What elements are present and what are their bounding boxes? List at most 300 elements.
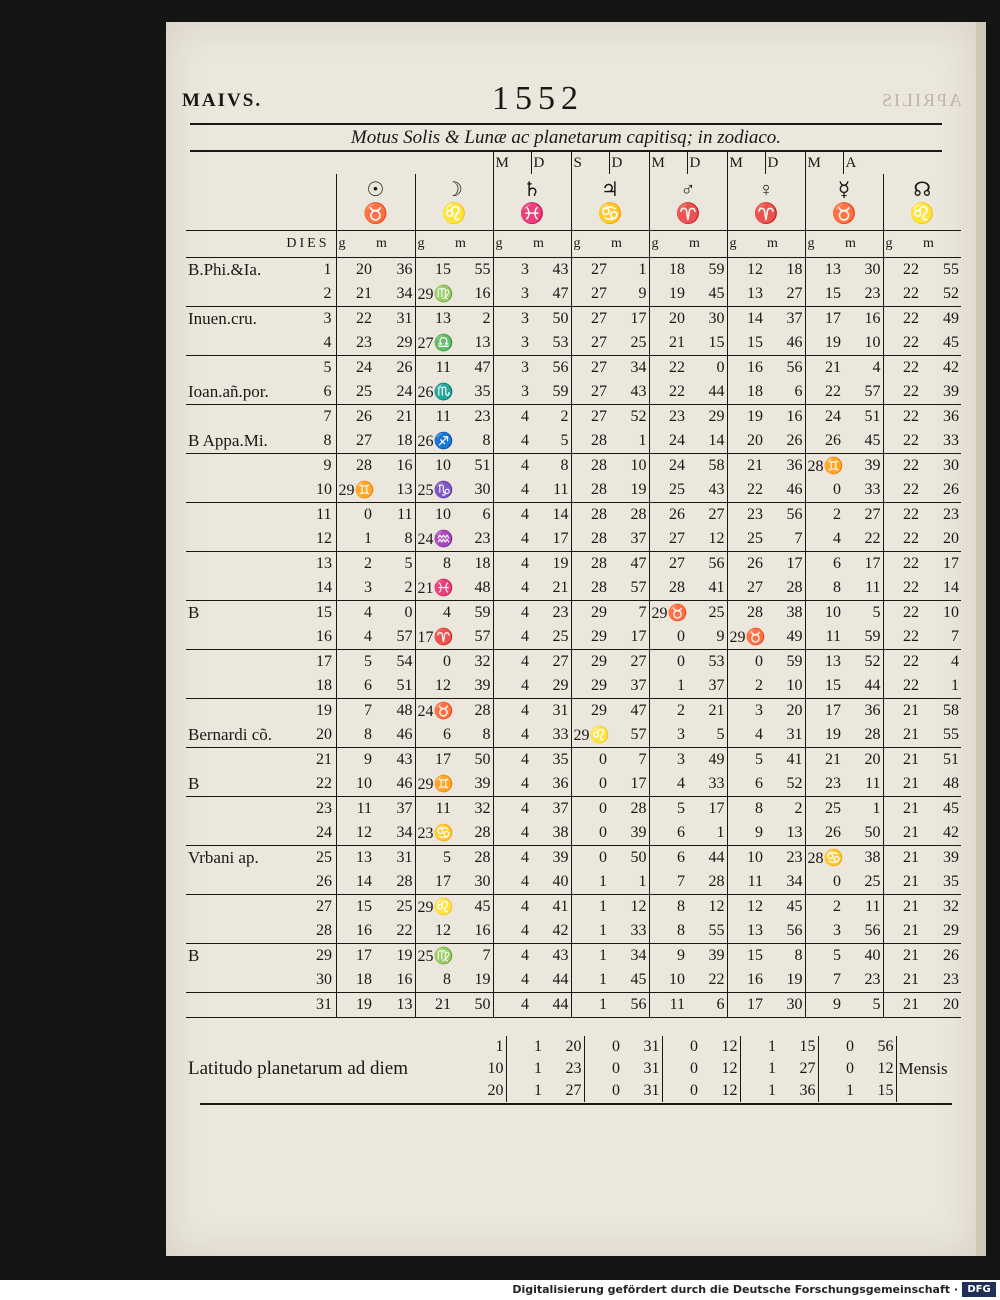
table-row xyxy=(186,993,961,1018)
feast-name xyxy=(186,968,314,993)
degree-value: 29♊ xyxy=(415,772,453,797)
minute-value: 44 xyxy=(843,674,883,699)
minute-value: 23 xyxy=(921,968,961,993)
minute-value: 44 xyxy=(531,993,571,1018)
minute-value: 58 xyxy=(708,457,725,474)
minute-value: 25 xyxy=(708,604,725,621)
motion-letter: D xyxy=(687,152,727,174)
degree-value: 21 xyxy=(883,797,921,822)
minute-value: 33 xyxy=(609,919,649,944)
minute-value: 48 xyxy=(921,772,961,797)
degree-value: 22 xyxy=(883,478,921,503)
minute-value: 1 xyxy=(638,261,647,278)
minute-value: 41 xyxy=(786,751,803,768)
degree-value: 28 xyxy=(571,527,609,552)
table-row xyxy=(186,258,961,283)
minute-value: 13 xyxy=(374,993,415,1018)
degree-value: 1 xyxy=(571,870,609,895)
minute-value: 21 xyxy=(396,408,413,425)
minute-value: 56 xyxy=(609,993,649,1018)
degree-value: 29♌ xyxy=(571,723,609,748)
minute-value: 11 xyxy=(531,478,571,503)
degree-value: 16 xyxy=(727,356,765,381)
day-number: 2 xyxy=(314,282,336,307)
degree-value: 3 xyxy=(493,356,531,381)
page-edge xyxy=(976,22,986,1256)
degree-value: 8 xyxy=(415,552,453,577)
degree-value: 12 xyxy=(415,919,453,944)
minute-value: 51 xyxy=(864,408,881,425)
degree-value: 17 xyxy=(336,944,374,969)
minute-value: 25 xyxy=(396,898,413,915)
minute-value: 28 xyxy=(630,506,647,523)
feast-name: B.Phi.&Ia. xyxy=(188,260,262,279)
degree-value: 27 xyxy=(571,356,609,381)
degree-value: 28 xyxy=(727,601,765,626)
degree-value: 25♑ xyxy=(415,478,453,503)
degree-value: 22 xyxy=(649,356,687,381)
minute-value: 17 xyxy=(708,800,725,817)
year-heading: 1552 xyxy=(492,80,584,117)
minute-value: 2 xyxy=(374,576,415,601)
degree-value: 8 xyxy=(415,968,453,993)
latitude-value: 12 xyxy=(721,1082,738,1099)
minute-value: 17 xyxy=(943,555,959,572)
degree-value: 21 xyxy=(883,919,921,944)
minute-value: 25 xyxy=(609,331,649,356)
degree-value: 14 xyxy=(727,307,765,332)
minute-value: 32 xyxy=(474,653,491,670)
minute-value: 37 xyxy=(687,674,727,699)
planet-symbol-icon: ☽ xyxy=(445,179,463,201)
degree-value: 4 xyxy=(493,576,531,601)
degree-value: 22 xyxy=(883,650,921,675)
day-number: 19 xyxy=(316,702,332,719)
latitude-value: 1 xyxy=(506,1080,544,1102)
degree-value: 3 xyxy=(493,380,531,405)
minute-value: 28 xyxy=(453,821,493,846)
unit-label-minutes: m xyxy=(609,231,649,258)
latitude-value: 12 xyxy=(877,1060,894,1077)
latitude-value: 1 xyxy=(818,1080,856,1102)
minute-value: 11 xyxy=(843,576,883,601)
degree-value: 23 xyxy=(727,503,765,528)
minute-value: 29 xyxy=(374,331,415,356)
day-number: 31 xyxy=(314,993,336,1018)
degree-value: 20 xyxy=(336,258,374,283)
table-row xyxy=(186,429,961,454)
table-row xyxy=(186,356,961,381)
blank-cell xyxy=(453,152,493,174)
unit-label-minutes: m xyxy=(843,231,883,258)
minute-value: 51 xyxy=(943,751,959,768)
degree-value: 7 xyxy=(649,870,687,895)
minute-value: 38 xyxy=(864,849,881,866)
minute-value: 27 xyxy=(708,506,725,523)
minute-value: 39 xyxy=(453,772,493,797)
dfg-logo: DFG xyxy=(962,1282,996,1297)
degree-value: 24♒ xyxy=(415,527,453,552)
degree-value: 27 xyxy=(649,552,687,577)
minute-value: 16 xyxy=(396,457,413,474)
minute-value: 28 xyxy=(474,849,491,866)
degree-value: 13 xyxy=(727,919,765,944)
feast-name xyxy=(186,625,314,650)
degree-value: 21 xyxy=(336,282,374,307)
minute-value: 2 xyxy=(560,408,569,425)
degree-value: 10 xyxy=(727,846,765,871)
minute-value: 47 xyxy=(630,555,647,572)
day-number: 29 xyxy=(316,947,332,964)
degree-value: 25 xyxy=(649,478,687,503)
minute-value: 23 xyxy=(786,849,803,866)
minute-value: 27 xyxy=(552,653,569,670)
degree-value: 21 xyxy=(883,993,921,1018)
degree-value: 4 xyxy=(493,748,531,773)
degree-value: 22 xyxy=(649,380,687,405)
degree-value: 23♋ xyxy=(415,821,453,846)
minute-value: 25 xyxy=(531,625,571,650)
minute-value: 7 xyxy=(765,527,805,552)
title-rule-top xyxy=(190,123,942,125)
degree-value: 26♐ xyxy=(415,429,453,454)
degree-value: 10 xyxy=(805,601,843,626)
minute-value: 31 xyxy=(396,849,413,866)
table-row xyxy=(186,552,961,577)
degree-value: 29♍ xyxy=(415,282,453,307)
minute-value: 17 xyxy=(630,310,647,327)
minute-value: 58 xyxy=(943,702,959,719)
degree-value: 4 xyxy=(493,846,531,871)
degree-value: 18 xyxy=(336,968,374,993)
degree-value: 21 xyxy=(883,968,921,993)
minute-value: 16 xyxy=(864,310,881,327)
degree-value: 27 xyxy=(571,307,609,332)
day-number: 28 xyxy=(314,919,336,944)
degree-value: 4 xyxy=(493,993,531,1018)
degree-value: 22 xyxy=(883,380,921,405)
feast-name xyxy=(186,552,314,577)
feast-name xyxy=(186,650,314,675)
degree-value: 28 xyxy=(571,552,609,577)
degree-value: 17 xyxy=(415,870,453,895)
minute-value: 8 xyxy=(560,457,569,474)
minute-value: 12 xyxy=(708,898,725,915)
degree-value: 21 xyxy=(883,821,921,846)
degree-value: 22 xyxy=(336,307,374,332)
minute-value: 23 xyxy=(843,968,883,993)
day-number: 24 xyxy=(314,821,336,846)
minute-value: 50 xyxy=(630,849,647,866)
minute-value: 6 xyxy=(687,993,727,1018)
minute-value: 46 xyxy=(374,772,415,797)
latitude-rule xyxy=(200,1103,952,1105)
degree-value: 4 xyxy=(493,503,531,528)
minute-value: 49 xyxy=(943,310,959,327)
degree-value: 6 xyxy=(336,674,374,699)
minute-value: 42 xyxy=(531,919,571,944)
degree-value: 21 xyxy=(805,748,843,773)
degree-value: 29 xyxy=(571,699,609,724)
minute-value: 41 xyxy=(552,898,569,915)
minute-value: 49 xyxy=(765,625,805,650)
degree-value: 11 xyxy=(805,625,843,650)
minute-value: 36 xyxy=(786,457,803,474)
day-number: 7 xyxy=(323,408,332,425)
minute-value: 11 xyxy=(843,772,883,797)
degree-value: 2 xyxy=(727,674,765,699)
table-row xyxy=(186,650,961,675)
degree-value: 17 xyxy=(805,699,843,724)
minute-value: 7 xyxy=(921,625,961,650)
minute-value: 47 xyxy=(531,282,571,307)
day-number: 21 xyxy=(316,751,332,768)
motion-letter-row xyxy=(186,152,961,174)
planet-symbol-icon: ♃ xyxy=(601,179,619,201)
degree-value: 23 xyxy=(805,772,843,797)
minute-value: 59 xyxy=(531,380,571,405)
degree-value: 0 xyxy=(571,748,609,773)
degree-value: 26 xyxy=(336,405,374,430)
minute-value: 45 xyxy=(609,968,649,993)
minute-value: 42 xyxy=(943,359,959,376)
degree-value: 21 xyxy=(883,723,921,748)
minute-value: 29 xyxy=(921,919,961,944)
unit-label-minutes: m xyxy=(453,231,493,258)
degree-value: 28 xyxy=(336,454,374,479)
minute-value: 12 xyxy=(687,527,727,552)
latitude-value: 1 xyxy=(740,1058,778,1080)
minute-value: 28 xyxy=(474,702,491,719)
degree-value: 28♋ xyxy=(805,846,843,871)
feast-name xyxy=(186,797,314,822)
day-number: 30 xyxy=(314,968,336,993)
degree-value: 21 xyxy=(649,331,687,356)
minute-value: 28 xyxy=(374,870,415,895)
feast-name xyxy=(186,282,314,307)
minute-value: 8 xyxy=(794,947,803,964)
feast-name xyxy=(186,748,314,773)
degree-value: 0 xyxy=(571,821,609,846)
degree-value: 27 xyxy=(727,576,765,601)
zodiac-sign-icon: ♋ xyxy=(597,203,623,225)
blank-cell xyxy=(415,152,453,174)
table-row xyxy=(186,821,961,846)
minute-value: 19 xyxy=(552,555,569,572)
degree-value: 21 xyxy=(883,870,921,895)
unit-label-degrees: g xyxy=(493,231,531,258)
degree-value: 28 xyxy=(571,454,609,479)
planet-column-header xyxy=(336,174,415,231)
minute-value: 57 xyxy=(374,625,415,650)
feast-name xyxy=(186,503,314,528)
degree-value: 10 xyxy=(415,454,453,479)
unit-label-degrees: g xyxy=(805,231,843,258)
planet-symbol-icon: ☿ xyxy=(837,179,851,201)
feast-name xyxy=(186,870,314,895)
latitude-value: 0 xyxy=(662,1080,700,1102)
feast-name xyxy=(186,919,314,944)
minute-value: 45 xyxy=(843,429,883,454)
minute-value: 2 xyxy=(794,800,803,817)
degree-value: 28 xyxy=(649,576,687,601)
degree-value: 22 xyxy=(883,307,921,332)
degree-value: 11 xyxy=(415,797,453,822)
degree-value: 4 xyxy=(493,723,531,748)
degree-value: 15 xyxy=(727,944,765,969)
unit-label-minutes: m xyxy=(374,231,415,258)
minute-value: 1 xyxy=(687,821,727,846)
unit-label-degrees: g xyxy=(571,231,609,258)
degree-value: 10 xyxy=(649,968,687,993)
minute-value: 38 xyxy=(531,821,571,846)
day-number: 25 xyxy=(316,849,332,866)
feast-name: B xyxy=(188,946,200,965)
feast-name xyxy=(186,674,314,699)
degree-value: 0 xyxy=(571,797,609,822)
degree-value: 12 xyxy=(415,674,453,699)
minute-value: 33 xyxy=(687,772,727,797)
degree-value: 21 xyxy=(883,748,921,773)
minute-value: 34 xyxy=(765,870,805,895)
degree-value: 4 xyxy=(493,772,531,797)
minute-value: 22 xyxy=(843,527,883,552)
minute-value: 16 xyxy=(453,282,493,307)
minute-value: 22 xyxy=(374,919,415,944)
zodiac-sign-icon: ♌ xyxy=(909,203,935,225)
minute-value: 6 xyxy=(482,506,491,523)
minute-value: 1 xyxy=(609,870,649,895)
table-row xyxy=(186,968,961,993)
feast-name xyxy=(186,527,314,552)
minute-value: 35 xyxy=(552,751,569,768)
planet-symbol-icon: ♀ xyxy=(758,179,774,201)
degree-value: 7 xyxy=(336,699,374,724)
minute-value: 14 xyxy=(921,576,961,601)
planet-column-header xyxy=(493,174,571,231)
minute-value: 28 xyxy=(843,723,883,748)
minute-value: 23 xyxy=(843,282,883,307)
motion-letter: M xyxy=(493,152,531,174)
degree-value: 4 xyxy=(493,944,531,969)
degree-value: 22 xyxy=(883,674,921,699)
degree-value: 27 xyxy=(336,429,374,454)
minute-value: 43 xyxy=(687,478,727,503)
degree-value: 23 xyxy=(336,331,374,356)
degree-value: 8 xyxy=(649,895,687,920)
degree-value: 19 xyxy=(727,405,765,430)
latitude-value: 1 xyxy=(506,1036,544,1058)
table-row xyxy=(186,674,961,699)
minute-value: 37 xyxy=(552,800,569,817)
degree-value: 19 xyxy=(649,282,687,307)
minute-value: 56 xyxy=(552,359,569,376)
minute-value: 5 xyxy=(687,723,727,748)
blank-cell xyxy=(314,174,336,231)
degree-value: 21 xyxy=(727,454,765,479)
degree-value: 25 xyxy=(727,527,765,552)
day-number: 1 xyxy=(323,261,332,278)
degree-value: 4 xyxy=(493,454,531,479)
degree-value: 5 xyxy=(805,944,843,969)
table-row xyxy=(186,797,961,822)
latitude-value: 1 xyxy=(740,1036,778,1058)
latitude-value: 0 xyxy=(818,1036,856,1058)
minute-value: 46 xyxy=(765,331,805,356)
latitude-label: Latitudo planetarum ad diem xyxy=(188,1058,409,1079)
minute-value: 17 xyxy=(531,527,571,552)
unit-label-row xyxy=(186,231,961,258)
table-row xyxy=(186,772,961,797)
minute-value: 53 xyxy=(708,653,725,670)
degree-value: 4 xyxy=(649,772,687,797)
minute-value: 31 xyxy=(396,310,413,327)
degree-value: 8 xyxy=(805,576,843,601)
degree-value: 11 xyxy=(336,797,374,822)
degree-value: 3 xyxy=(336,576,374,601)
latitude-value: 31 xyxy=(643,1082,660,1099)
minute-value: 40 xyxy=(531,870,571,895)
degree-value: 21 xyxy=(883,895,921,920)
degree-value: 21♓ xyxy=(415,576,453,601)
degree-value: 1 xyxy=(571,895,609,920)
motion-letter: D xyxy=(609,152,649,174)
degree-value: 1 xyxy=(571,968,609,993)
degree-value: 6 xyxy=(649,846,687,871)
minute-value: 27 xyxy=(765,282,805,307)
minute-value: 33 xyxy=(843,478,883,503)
degree-value: 21 xyxy=(883,699,921,724)
minute-value: 29 xyxy=(531,674,571,699)
latitude-value: 12 xyxy=(721,1060,738,1077)
degree-value: 29 xyxy=(571,650,609,675)
minute-value: 17 xyxy=(864,555,881,572)
degree-value: 4 xyxy=(805,527,843,552)
table-row xyxy=(186,625,961,650)
table-row xyxy=(186,919,961,944)
degree-value: 4 xyxy=(493,650,531,675)
degree-value: 28 xyxy=(571,576,609,601)
minute-value: 7 xyxy=(482,947,491,964)
minute-value: 30 xyxy=(453,870,493,895)
latitude-day: 1 xyxy=(495,1038,504,1055)
minute-value: 27 xyxy=(864,506,881,523)
minute-value: 12 xyxy=(630,898,647,915)
degree-value: 2 xyxy=(336,552,374,577)
minute-value: 4 xyxy=(951,653,959,670)
minute-value: 24 xyxy=(374,380,415,405)
minute-value: 32 xyxy=(474,800,491,817)
degree-value: 27 xyxy=(571,331,609,356)
day-number: 20 xyxy=(314,723,336,748)
planet-symbol-icon: ♄ xyxy=(523,179,541,201)
footer-bar xyxy=(0,1280,1000,1300)
degree-value: 9 xyxy=(649,944,687,969)
latitude-value: 1 xyxy=(506,1058,544,1080)
degree-value: 27♎ xyxy=(415,331,453,356)
mensis-label: Mensis xyxy=(896,1036,974,1102)
degree-value: 25♍ xyxy=(415,944,453,969)
degree-value: 11 xyxy=(727,870,765,895)
latitude-row xyxy=(186,1036,974,1058)
degree-value: 13 xyxy=(805,258,843,283)
minute-value: 23 xyxy=(474,408,491,425)
degree-value: 8 xyxy=(336,723,374,748)
minute-value: 57 xyxy=(843,380,883,405)
latitude-value: 12 xyxy=(721,1038,738,1055)
minute-value: 59 xyxy=(708,261,725,278)
page-header xyxy=(182,80,962,120)
